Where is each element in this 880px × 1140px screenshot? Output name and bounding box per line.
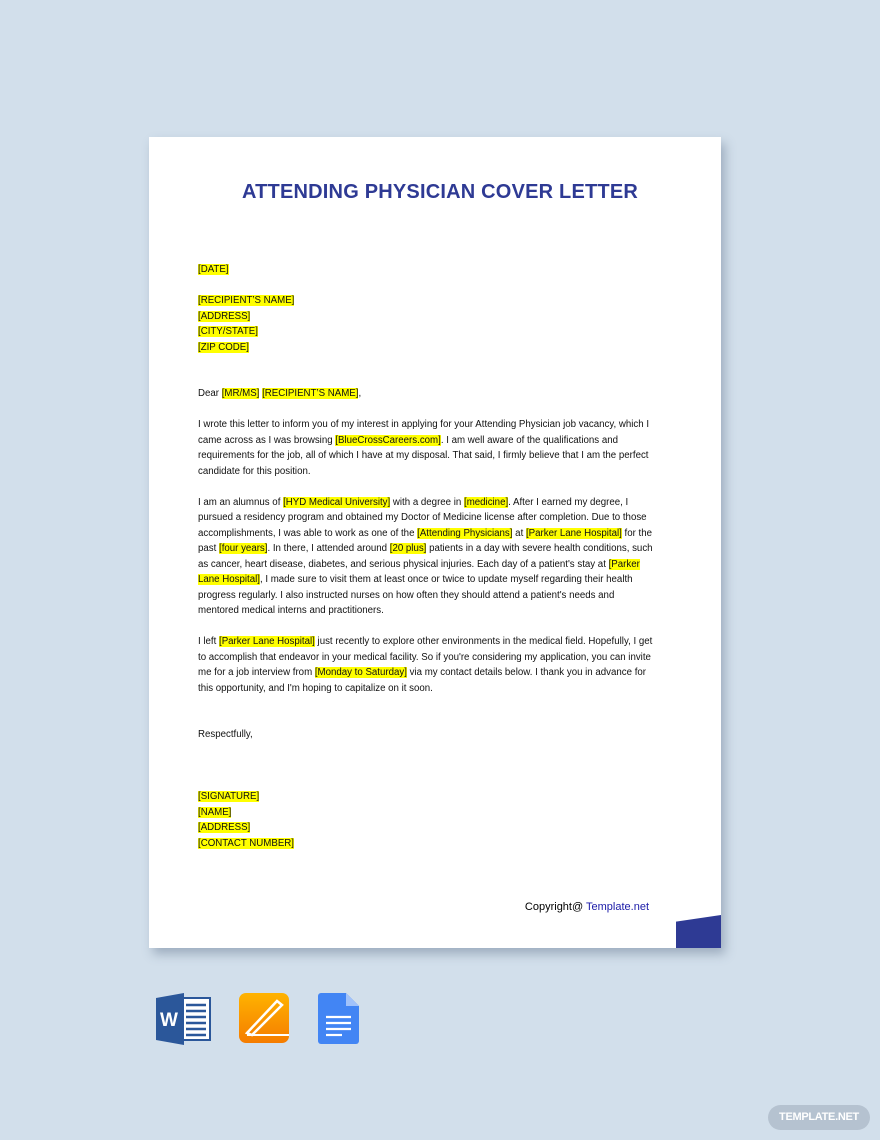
letter-text: for the past [198,527,652,554]
letter-text: just recently to explore other environments in the medical field. Hopefully, I get to accomplish that endeavor in your medical facility. So if you're considering my application, you can invite me for a job interview from [198,636,653,678]
salutation [198,386,656,402]
recipient-city-state: [CITY/STATE] [198,326,258,337]
copyright [525,901,649,913]
letter-text: at [512,527,526,539]
placeholder-field: [medicine] [464,496,509,508]
template-link[interactable]: Template.net [586,901,649,913]
letter-text: patients in a day with severe health conditions, such as cancer, heart disease, diabetes, and serious physical injuries. Each day of a patient's stay at [198,543,653,570]
recipient-address: [ADDRESS] [198,310,251,322]
sender-address: [ADDRESS] [198,822,251,833]
placeholder-field: [20 plus] [389,543,427,554]
date-placeholder: [DATE] [198,264,229,275]
date-field [198,262,656,278]
placeholder-field: [Attending Physicians] [417,527,513,539]
placeholder-field: [Parker Lane Hospital] [525,527,622,539]
placeholder-field: [RECIPIENT’S NAME] [262,388,359,399]
signature: [SIGNATURE] [198,791,260,802]
template-net-badge[interactable]: TEMPLATE.NET [768,1105,870,1130]
google-docs-icon[interactable] [318,993,360,1045]
closing: Respectfully, [198,729,253,740]
letter-text: . In there, I attended around [267,543,390,554]
placeholder-field: [four years] [219,543,268,554]
svg-text:W: W [160,1010,178,1031]
placeholder-field: [HYD Medical University] [283,496,391,508]
contact-number: [CONTACT NUMBER] [198,837,294,849]
placeholder-field: [MR/MS] [221,388,260,399]
pages-icon[interactable] [239,993,291,1045]
placeholder-field: [BlueCrossCareers.com] [335,434,441,446]
recipient-block [198,293,656,355]
word-icon[interactable] [156,993,211,1045]
page-title: ATTENDING PHYSICIAN COVER LETTER [241,181,639,203]
letter-text: I am an alumnus of [198,496,284,508]
placeholder-field: [Monday to Saturday] [314,667,407,678]
letter-text: , I made sure to visit them at least once or twice to update myself regarding their health progress regularly. I also instructed nurses on how often they should attend a patient's needs and mentored medical interns and practitioners. [198,574,633,616]
sender-name: [NAME] [198,806,232,818]
placeholder-field: [Parker Lane Hospital] [219,636,315,647]
letter-text: I wrote this letter to inform you of my interest in applying for your Attending Physician job vacancy, which I came across as I was browsing [198,419,650,446]
letter-text: via my contact details below. I thank you in advance for this opportunity, and I'm hoping to capitalize on it soon. [198,667,647,694]
letter-text: Dear [198,388,222,399]
letter-text: I left [198,636,219,647]
recipient-zip: [ZIP CODE] [198,341,249,353]
paragraph-2 [198,495,656,619]
letter-body [198,262,656,851]
signature-block [198,789,656,851]
paragraph-3 [198,634,656,696]
letter-text: . After I earned my degree, I pursued a residency program and obtained my Doctor of Medicine license after completion. Due to those accomplishments, I was able to work as one of the [198,496,647,539]
paragraph-1 [198,417,656,479]
recipient-name: [RECIPIENT’S NAME] [198,295,295,306]
letter-text: , [358,388,362,399]
copyright-text: Copyright@ [524,901,587,913]
placeholder-field: [Parker Lane Hospital] [198,558,640,585]
letter-text: . I am well aware of the qualifications and requirements for the job, all of which I have at my disposal. That said, I firmly believe that I am the perfect candidate for this position. [198,434,649,477]
letter-text: with a degree in [390,496,464,508]
